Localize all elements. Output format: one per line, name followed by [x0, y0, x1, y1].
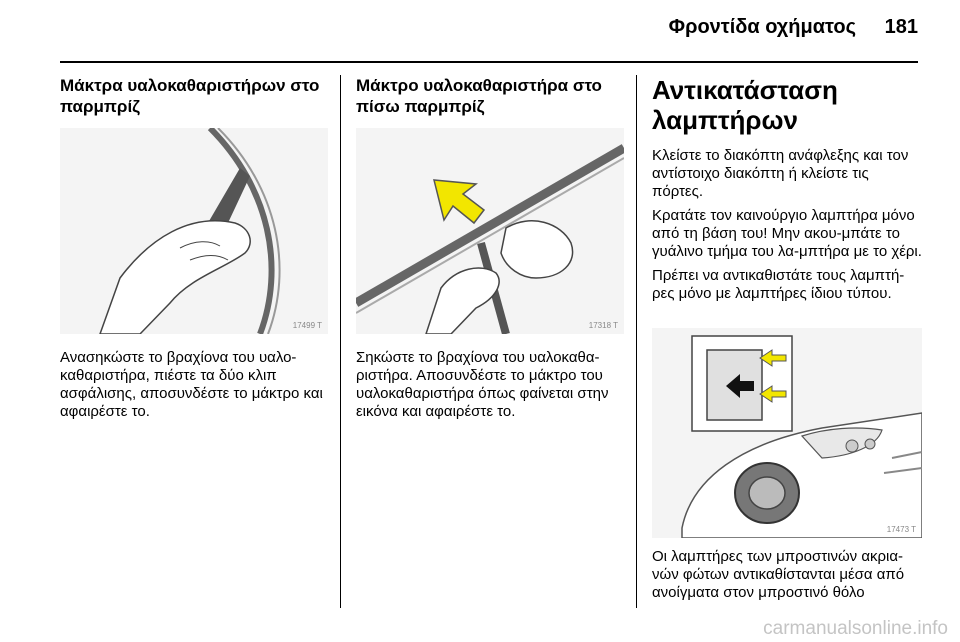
column-windscreen-wiper [60, 75, 328, 117]
section-heading-bulb-replacement: Αντικατάσταση λαμπτήρων [652, 75, 838, 135]
windscreen-wiper-instructions: Ανασηκώστε το βραχίονα του υαλο-καθαριστήρα, πιέστε τα δύο κλιπ ασφάλισης, αποσυνδέστε το μάκτρο και αφαιρέστε το. [60, 349, 323, 420]
rear-wiper-instructions: Σηκώστε το βραχίονα του υαλοκαθα-ριστήρα. Αποσυνδέστε το μάκτρο του υαλοκαθαριστήρα όπως φαίνεται στην εικόνα και αφαιρέστε το. [356, 349, 609, 420]
windscreen-wiper-illustration [60, 128, 328, 334]
rear-wiper-illustration [356, 128, 624, 334]
page-header-title: Φροντίδα οχήματος [668, 16, 856, 38]
headlight-caption: Οι λαμπτήρες των μπροστινών ακρια-νών φώτων αντικαθίστανται μέσα από ανοίγματα στον μπροστινό θόλο [652, 548, 905, 601]
section-heading-rear-wiper: Μάκτρο υαλοκαθαριστήρα στο πίσω παρμπρίζ [356, 76, 602, 116]
watermark: carmanualsonline.info [763, 618, 948, 639]
figure-headlight-bulb [652, 328, 922, 538]
figure-code: 17318 T [588, 321, 618, 330]
rear-wiper-text [356, 349, 624, 421]
bulb-paragraph-1: Κλείστε το διακόπτη ανάφλεξης και τον αντίστοιχο διακόπτη ή κλείστε τις πόρτες. [652, 147, 909, 200]
column-divider-2 [636, 75, 637, 608]
column-divider-1 [340, 75, 341, 608]
figure-code: 17499 T [292, 321, 322, 330]
windscreen-wiper-text [60, 349, 328, 421]
figure-rear-wiper [356, 128, 624, 334]
figure-code: 17473 T [886, 525, 916, 534]
column-bulb-replacement [652, 75, 922, 135]
column-rear-wiper [356, 75, 624, 117]
bulb-caption-text [652, 548, 922, 602]
headlight-illustration [652, 328, 922, 538]
bulb-replacement-text [652, 147, 922, 303]
bulb-paragraph-3: Πρέπει να αντικαθιστάτε τους λαμπτή-ρες μόνο με λαμπτήρες ίδιου τύπου. [652, 267, 905, 302]
figure-windscreen-wiper [60, 128, 328, 334]
page-number: 181 [884, 16, 918, 38]
arrow-icon [434, 180, 484, 223]
section-heading-windscreen-wiper: Μάκτρα υαλοκαθαριστήρων στο παρμπρίζ [60, 76, 320, 116]
header-rule [60, 61, 918, 63]
bulb-paragraph-2: Κρατάτε τον καινούργιο λαμπτήρα μόνο από τη βάση του! Μην ακου-μπάτε το γυάλινο τμήμα του λα-μπτήρα με το χέρι. [652, 207, 922, 260]
